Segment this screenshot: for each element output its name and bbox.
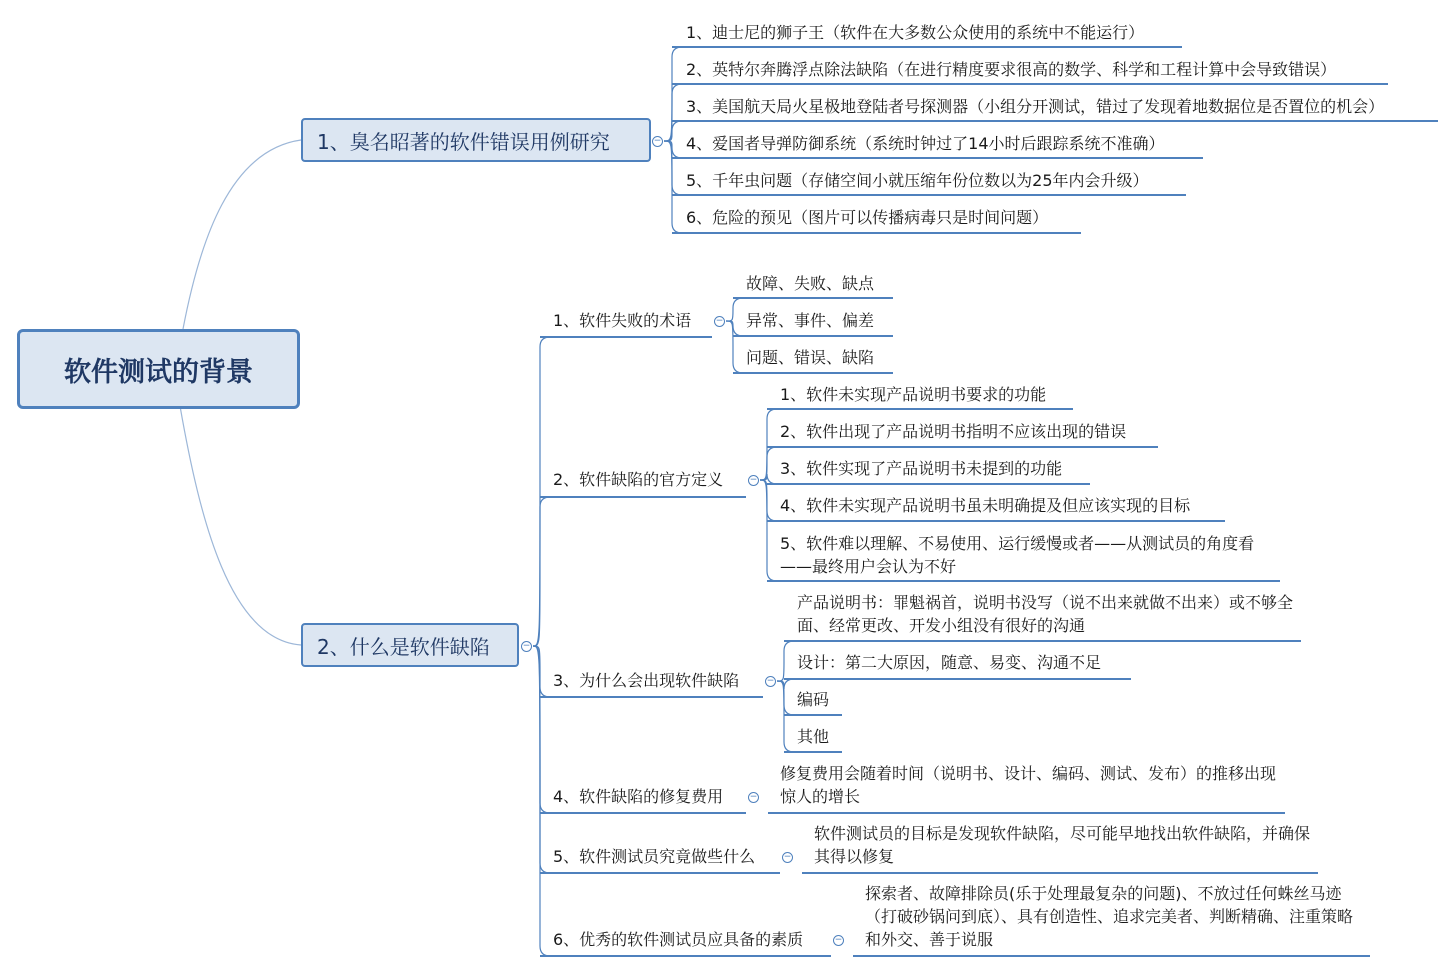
- list-item[interactable]: 5、千年虫问题（存储空间小就压缩年份位数以为25年内会升级）: [686, 171, 1149, 190]
- branch-connector: [533, 646, 553, 813]
- branch-connector: [533, 497, 553, 646]
- collapse-minus-icon[interactable]: −: [783, 852, 792, 862]
- branch-connector: [777, 681, 797, 752]
- list-item[interactable]: 探索者、故障排除员(乐于处理最复杂的问题)、不放过任何蛛丝马迹（打破砂锅问到底）、具有创造性、追求完美者、判断精确、注重策略和外交、善于说服: [865, 884, 1354, 949]
- root-connector: [183, 140, 301, 329]
- branch-connector: [533, 646, 553, 956]
- subtopic-repair-cost[interactable]: 4、软件缺陷的修复费用: [553, 787, 724, 806]
- subtopic-tester-qualities[interactable]: 6、优秀的软件测试员应具备的素质: [553, 930, 804, 949]
- branch-connector: [726, 321, 746, 336]
- branch-connector: [664, 141, 686, 233]
- collapse-minus-icon[interactable]: −: [749, 792, 758, 802]
- collapse-minus-icon[interactable]: −: [766, 676, 775, 686]
- list-item[interactable]: 3、软件实现了产品说明书未提到的功能: [780, 459, 1063, 478]
- branch-connector: [777, 641, 797, 681]
- branch-connector: [664, 141, 686, 195]
- subtopic-official-definition[interactable]: 2、软件缺陷的官方定义: [553, 470, 724, 489]
- branch-connector: [664, 141, 686, 158]
- subtopic-failure-terms[interactable]: 1、软件失败的术语: [553, 311, 692, 330]
- subtopic-tester-role[interactable]: 5、软件测试员究竟做些什么: [553, 847, 756, 866]
- collapse-minus-icon[interactable]: −: [715, 316, 724, 326]
- list-item[interactable]: 3、美国航天局火星极地登陆者号探测器（小组分开测试，错过了发现着地数据位是否置位的机会）: [686, 97, 1385, 116]
- list-item[interactable]: 2、软件出现了产品说明书指明不应该出现的错误: [780, 422, 1127, 441]
- branch-connector: [533, 337, 553, 646]
- list-item[interactable]: 2、英特尔奔腾浮点除法缺陷（在进行精度要求很高的数学、科学和工程计算中会导致错误）: [686, 60, 1337, 79]
- collapse-minus-icon[interactable]: −: [834, 935, 843, 945]
- collapse-minus-icon[interactable]: −: [522, 641, 531, 651]
- branch-connector: [760, 409, 780, 480]
- list-item[interactable]: 产品说明书：罪魁祸首，说明书没写（说不出来就做不出来）或不够全面、经常更改、开发小组没有很好的沟通: [797, 593, 1294, 635]
- branch-connector: [664, 47, 686, 141]
- branch-connector: [777, 681, 797, 715]
- branch-connector: [533, 646, 553, 873]
- list-item[interactable]: 其他: [797, 727, 830, 746]
- list-item[interactable]: 4、爱国者导弹防御系统（系统时钟过了14小时后跟踪系统不准确）: [686, 134, 1165, 153]
- branch-connector: [760, 480, 780, 581]
- list-item[interactable]: 设计：第二大原因，随意、易变、沟通不足: [797, 653, 1102, 672]
- list-item[interactable]: 问题、错误、缺陷: [746, 348, 875, 367]
- collapse-minus-icon[interactable]: −: [749, 475, 758, 485]
- branch-connector: [760, 447, 780, 480]
- list-item[interactable]: 4、软件未实现产品说明书虽未明确提及但应该实现的目标: [780, 496, 1191, 515]
- root-connector: [180, 406, 301, 645]
- branch-connector: [664, 84, 686, 141]
- list-item[interactable]: 5、软件难以理解、不易使用、运行缓慢或者——从测试员的角度看——最终用户会认为不好: [780, 534, 1255, 576]
- collapse-minus-icon[interactable]: −: [653, 136, 662, 146]
- list-item[interactable]: 6、危险的预见（图片可以传播病毒只是时间问题）: [686, 208, 1049, 227]
- branch-connector: [726, 321, 746, 373]
- branch-connector: [760, 474, 780, 484]
- main-topic-what-is-defect[interactable]: 2、什么是软件缺陷: [301, 623, 519, 667]
- list-item[interactable]: 修复费用会随着时间（说明书、设计、编码、测试、发布）的推移出现惊人的增长: [780, 764, 1277, 806]
- subtopic-why-defects[interactable]: 3、为什么会出现软件缺陷: [553, 671, 740, 690]
- list-item[interactable]: 异常、事件、偏差: [746, 311, 875, 330]
- root-topic[interactable]: 软件测试的背景: [17, 329, 300, 409]
- main-topic-famous-bugs[interactable]: 1、臭名昭著的软件错误用例研究: [301, 118, 651, 162]
- branch-connector: [726, 298, 746, 321]
- list-item[interactable]: 故障、失败、缺点: [746, 274, 875, 293]
- list-item[interactable]: 1、软件未实现产品说明书要求的功能: [780, 385, 1047, 404]
- list-item[interactable]: 软件测试员的目标是发现软件缺陷，尽可能早地找出软件缺陷，并确保其得以修复: [814, 824, 1311, 866]
- branch-connector: [533, 646, 553, 697]
- list-item[interactable]: 编码: [797, 690, 830, 709]
- list-item[interactable]: 1、迪士尼的狮子王（软件在大多数公众使用的系统中不能运行）: [686, 23, 1145, 42]
- branch-connector: [664, 121, 686, 141]
- branch-connector: [760, 480, 780, 521]
